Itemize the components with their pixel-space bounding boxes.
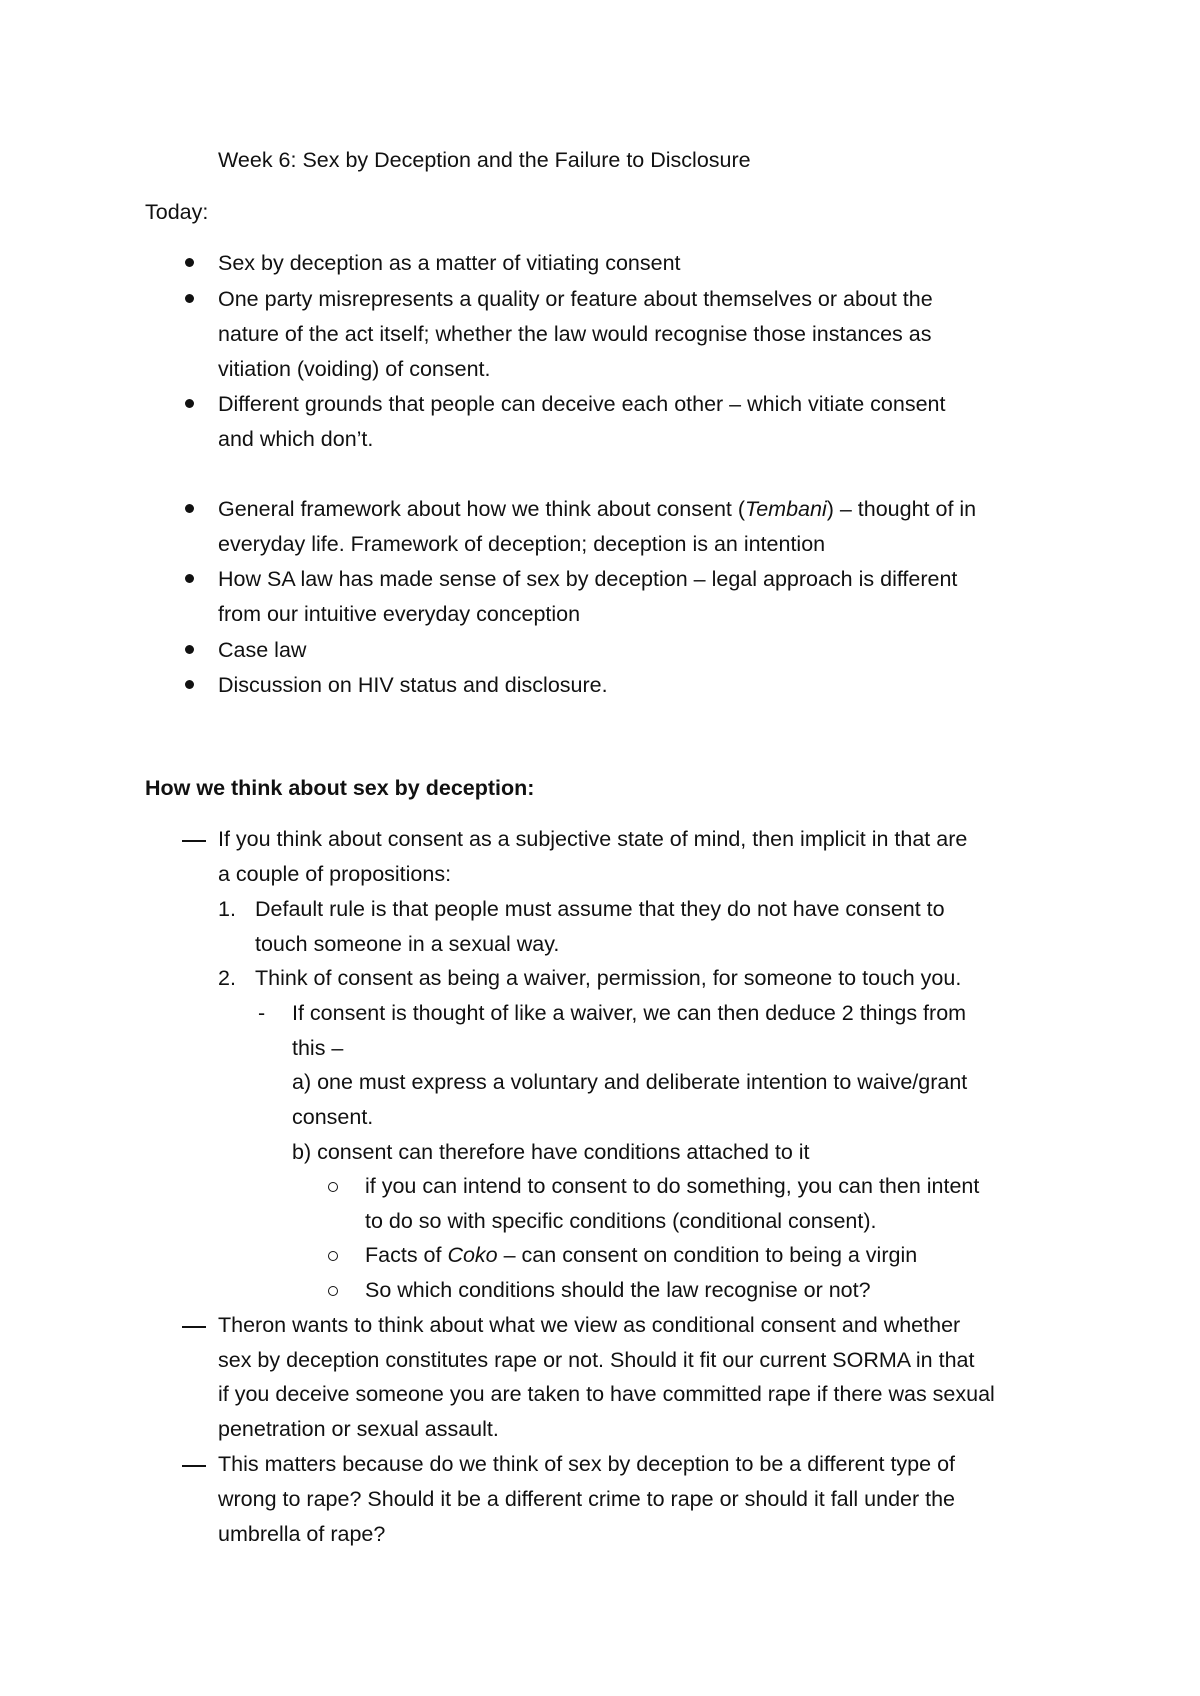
circle-bullet-icon	[328, 1286, 338, 1296]
list-item: Discussion on HIV status and disclosure.	[218, 673, 608, 697]
bullet-icon	[185, 258, 194, 267]
list-item: General framework about how we think about consent (Tembani) – thought of in	[218, 497, 977, 521]
dash-icon	[182, 1465, 206, 1467]
point-text-cont: wrong to rape? Should it be a different crime to rape or should it fall under the	[218, 1487, 956, 1511]
bullet-icon	[185, 574, 194, 583]
bullet-icon	[185, 680, 194, 689]
section-heading: How we think about sex by deception:	[145, 776, 535, 800]
circle-bullet-icon	[328, 1182, 338, 1192]
point-text-cont: a couple of propositions:	[218, 862, 452, 886]
list-item: One party misrepresents a quality or feature about themselves or about the	[218, 287, 933, 311]
list-item: Case law	[218, 638, 307, 662]
circle-bullet-icon	[328, 1251, 338, 1261]
list-item-cont: and which don’t.	[218, 427, 374, 451]
numbered-item: Default rule is that people must assume that they do not have consent to	[255, 897, 945, 921]
point-text-cont: sex by deception constitutes rape or not. Should it fit our current SORMA in that	[218, 1348, 975, 1372]
nested-item: So which conditions should the law recognise or not?	[365, 1278, 871, 1302]
bullet-icon	[185, 399, 194, 408]
today-label: Today:	[145, 200, 209, 224]
point-text-cont: umbrella of rape?	[218, 1522, 386, 1546]
bullet-icon	[185, 294, 194, 303]
list-item-cont: everyday life. Framework of deception; deception is an intention	[218, 532, 826, 556]
numbered-item: Think of consent as being a waiver, permission, for someone to touch you.	[255, 966, 962, 990]
sub-marker: -	[258, 1001, 266, 1025]
sub-item: If consent is thought of like a waiver, we can then deduce 2 things from	[292, 1001, 967, 1025]
page-title: Week 6: Sex by Deception and the Failure to Disclosure	[218, 148, 751, 172]
list-item: Sex by deception as a matter of vitiating consent	[218, 251, 681, 275]
dash-icon	[182, 1326, 206, 1328]
sub-item-cont: consent.	[292, 1105, 374, 1129]
list-number: 2.	[218, 966, 236, 990]
numbered-item-cont: touch someone in a sexual way.	[255, 932, 560, 956]
nested-item: Facts of Coko – can consent on condition to being a virgin	[365, 1243, 918, 1267]
point-text: This matters because do we think of sex by deception to be a different type of	[218, 1452, 956, 1476]
sub-item-cont: this –	[292, 1036, 344, 1060]
list-number: 1.	[218, 897, 236, 921]
nested-item-cont: to do so with specific conditions (conditional consent).	[365, 1209, 877, 1233]
list-item: How SA law has made sense of sex by deception – legal approach is different	[218, 567, 958, 591]
point-text: If you think about consent as a subjective state of mind, then implicit in that are	[218, 827, 968, 851]
list-item-cont: from our intuitive everyday conception	[218, 602, 581, 626]
sub-item-cont: a) one must express a voluntary and deliberate intention to waive/grant	[292, 1070, 968, 1094]
point-text-cont: if you deceive someone you are taken to have committed rape if there was sexual	[218, 1382, 995, 1406]
case-name: Tembani	[745, 497, 827, 521]
bullet-icon	[185, 504, 194, 513]
sub-item-cont: b) consent can therefore have conditions attached to it	[292, 1140, 810, 1164]
point-text-cont: penetration or sexual assault.	[218, 1417, 499, 1441]
bullet-icon	[185, 645, 194, 654]
nested-item: if you can intend to consent to do something, you can then intent	[365, 1174, 980, 1198]
list-item: Different grounds that people can deceive each other – which vitiate consent	[218, 392, 946, 416]
dash-icon	[182, 840, 206, 842]
case-name: Coko	[447, 1243, 498, 1267]
list-item-cont: vitiation (voiding) of consent.	[218, 357, 491, 381]
list-item-cont: nature of the act itself; whether the law would recognise those instances as	[218, 322, 932, 346]
point-text: Theron wants to think about what we view as conditional consent and whether	[218, 1313, 961, 1337]
